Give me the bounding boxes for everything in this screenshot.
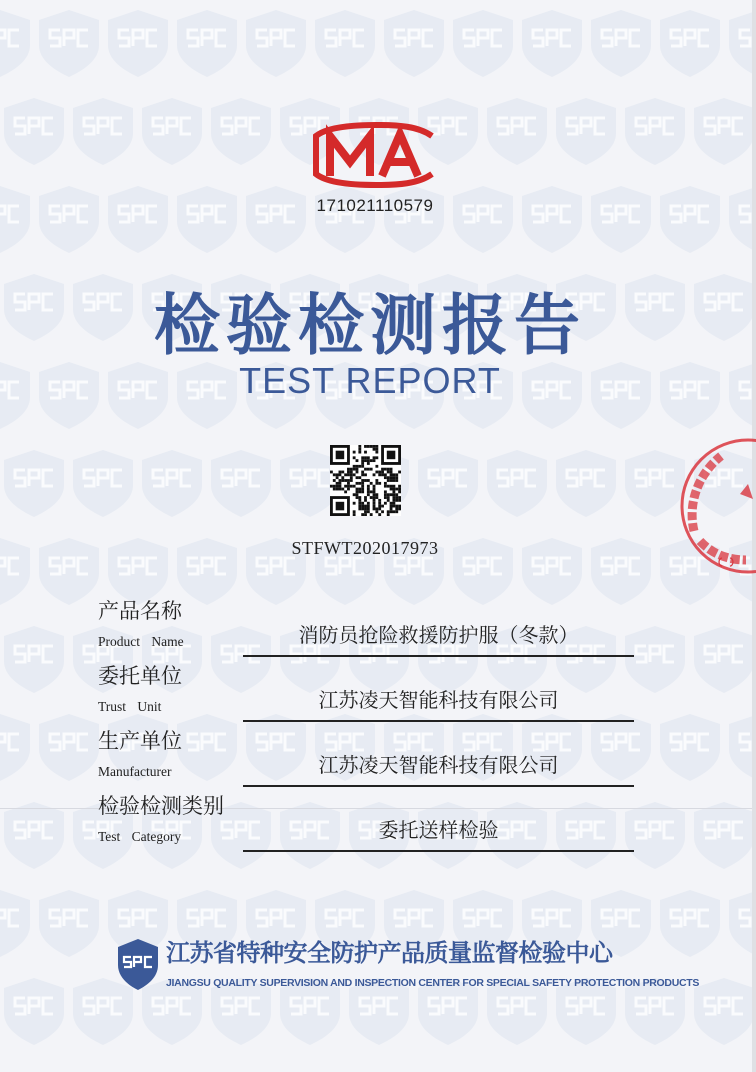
watermark-shield bbox=[453, 10, 513, 77]
cma-logo bbox=[308, 122, 444, 188]
watermark-shield bbox=[660, 890, 720, 957]
watermark-shield bbox=[246, 10, 306, 77]
watermark-shield bbox=[4, 978, 64, 1045]
watermark-shield bbox=[625, 626, 685, 693]
test-category-label-en: Test Category bbox=[98, 829, 182, 844]
watermark-shield bbox=[4, 802, 64, 869]
watermark-shield bbox=[108, 186, 168, 253]
issuer-name-chinese: 江苏省特种安全防护产品质量监督检验中心 bbox=[166, 939, 613, 967]
watermark-shield bbox=[177, 186, 237, 253]
watermark-shield bbox=[4, 274, 64, 341]
watermark-shield bbox=[694, 978, 754, 1045]
watermark-shield bbox=[108, 10, 168, 77]
watermark-shield bbox=[660, 186, 720, 253]
watermark-shield bbox=[39, 538, 99, 605]
watermark-shield bbox=[556, 450, 616, 517]
watermark-shield bbox=[453, 186, 513, 253]
watermark-shield bbox=[177, 538, 237, 605]
spc-shield-logo bbox=[116, 937, 160, 991]
watermark-shield bbox=[660, 714, 720, 781]
watermark-shield bbox=[0, 186, 30, 253]
accreditation-number: 171021110579 bbox=[316, 196, 434, 215]
field-underline bbox=[243, 785, 634, 787]
manufacturer-value: 江苏凌天智能科技有限公司 bbox=[318, 753, 559, 777]
trust-unit-label: 委托单位 bbox=[98, 664, 182, 688]
product-name-value: 消防员抢险救援防护服（冬款） bbox=[298, 623, 579, 647]
watermark-shield bbox=[0, 890, 30, 957]
field-underline bbox=[243, 850, 634, 852]
watermark-shield bbox=[4, 626, 64, 693]
watermark-shield bbox=[487, 98, 547, 165]
watermark-shield bbox=[177, 714, 237, 781]
watermark-shield bbox=[625, 802, 685, 869]
product-name-label: 产品名称 bbox=[98, 599, 182, 623]
test-category-value: 委托送样检验 bbox=[378, 818, 499, 842]
watermark-shield bbox=[522, 10, 582, 77]
watermark-shield bbox=[211, 450, 271, 517]
watermark-shield bbox=[4, 450, 64, 517]
manufacturer-label-en: Manufacturer bbox=[98, 764, 172, 779]
watermark-shield bbox=[0, 362, 30, 429]
watermark-shield bbox=[39, 362, 99, 429]
watermark-shield bbox=[177, 10, 237, 77]
watermark-shield bbox=[591, 538, 651, 605]
watermark-shield bbox=[591, 10, 651, 77]
watermark-shield bbox=[39, 186, 99, 253]
manufacturer-label: 生产单位 bbox=[98, 729, 182, 753]
watermark-shield bbox=[39, 714, 99, 781]
watermark-shield bbox=[73, 98, 133, 165]
product-name-label-en: Product Name bbox=[98, 634, 184, 649]
watermark-shield bbox=[660, 10, 720, 77]
field-underline bbox=[243, 655, 634, 657]
trust-unit-label-en: Trust Unit bbox=[98, 699, 162, 714]
watermark-shield bbox=[487, 450, 547, 517]
watermark-shield bbox=[694, 274, 754, 341]
watermark-shield bbox=[660, 362, 720, 429]
watermark-shield bbox=[4, 98, 64, 165]
watermark-shield bbox=[694, 626, 754, 693]
watermark-shield bbox=[556, 98, 616, 165]
watermark-shield bbox=[211, 98, 271, 165]
watermark-shield bbox=[39, 890, 99, 957]
watermark-shield bbox=[142, 450, 202, 517]
field-underline bbox=[243, 720, 634, 722]
watermark-shield bbox=[522, 186, 582, 253]
report-title-chinese: 检验检测报告 bbox=[154, 287, 586, 364]
watermark-shield bbox=[246, 186, 306, 253]
trust-unit-value: 江苏凌天智能科技有限公司 bbox=[318, 688, 559, 712]
test-category-label: 检验检测类别 bbox=[98, 794, 224, 818]
watermark-shield bbox=[625, 98, 685, 165]
watermark-shield bbox=[384, 10, 444, 77]
watermark-shield bbox=[108, 362, 168, 429]
report-title-english: TEST REPORT bbox=[239, 360, 501, 401]
issuer-name-english: JIANGSU QUALITY SUPERVISION AND INSPECTION CENTER FOR SPECIAL SAFETY PROTECTION PRODUCTS bbox=[166, 977, 700, 989]
official-seal-stamp bbox=[676, 436, 756, 576]
watermark-shield bbox=[694, 98, 754, 165]
qr-code[interactable] bbox=[330, 445, 401, 516]
report-number: STFWT202017973 bbox=[291, 538, 439, 558]
watermark-shield bbox=[315, 10, 375, 77]
watermark-shield bbox=[0, 714, 30, 781]
watermark-shield bbox=[0, 538, 30, 605]
watermark-shield bbox=[73, 450, 133, 517]
watermark-shield bbox=[591, 186, 651, 253]
watermark-shield bbox=[0, 10, 30, 77]
watermark-shield bbox=[142, 98, 202, 165]
watermark-shield bbox=[39, 10, 99, 77]
watermark-shield bbox=[418, 450, 478, 517]
watermark-shield bbox=[522, 538, 582, 605]
watermark-shield bbox=[108, 538, 168, 605]
watermark-shield bbox=[694, 802, 754, 869]
watermark-shield bbox=[591, 362, 651, 429]
